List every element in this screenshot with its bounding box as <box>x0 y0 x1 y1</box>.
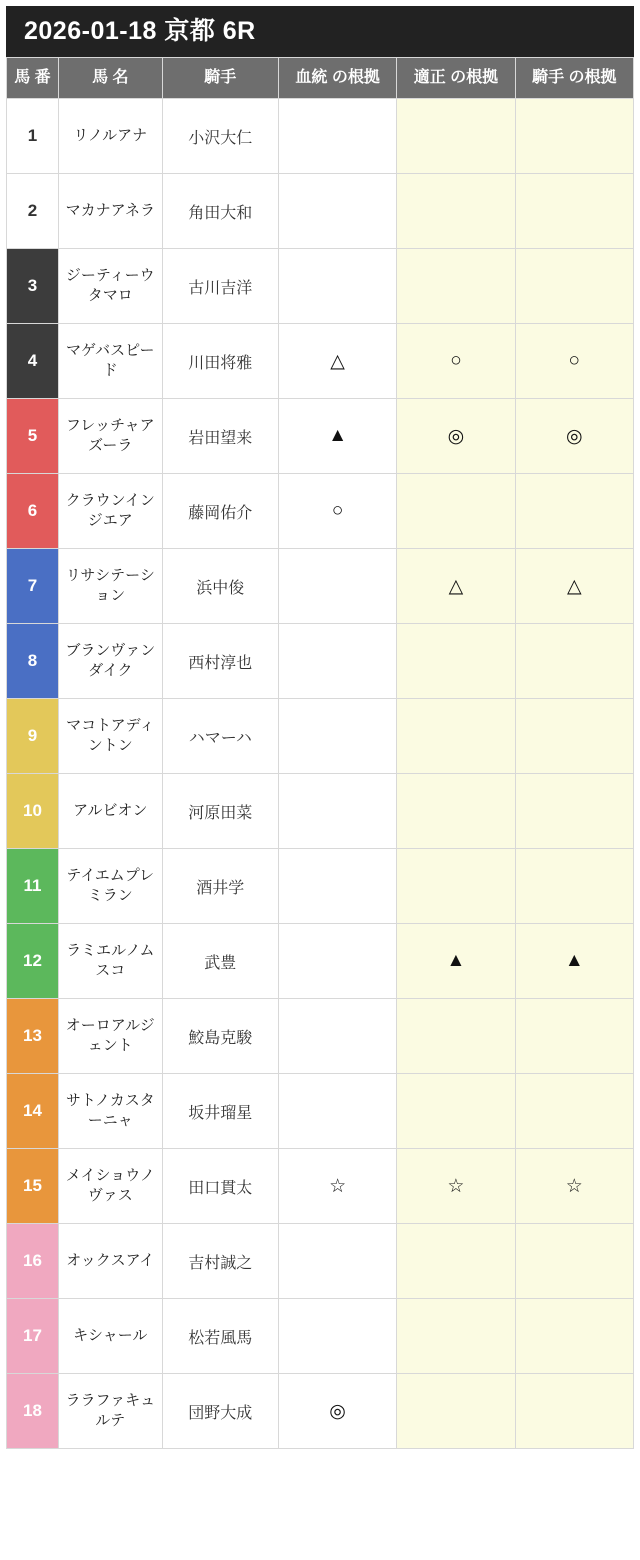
jockey-mark-cell <box>515 999 633 1074</box>
aptitude-mark-cell <box>397 699 515 774</box>
aptitude-mark-cell <box>397 624 515 699</box>
horse-name-cell: クラウンインジエア <box>58 474 162 549</box>
horse-number-cell: 2 <box>7 174 59 249</box>
header-label: 馬 名 <box>92 69 129 86</box>
table-row <box>7 174 634 249</box>
jockey-cell: 田口貫太 <box>162 1149 278 1224</box>
aptitude-mark-cell <box>397 174 515 249</box>
jockey-cell: 岩田望来 <box>162 399 278 474</box>
jockey-cell: 浜中俊 <box>162 549 278 624</box>
bloodline-mark-cell <box>278 1224 396 1299</box>
horse-number-cell: 9 <box>7 699 59 774</box>
table-row <box>7 399 634 474</box>
jockey-cell: 松若風馬 <box>162 1299 278 1374</box>
header-label: 適正 の根拠 <box>413 69 499 86</box>
column-header-jockey <box>162 58 278 99</box>
aptitude-mark-cell: ○ <box>397 324 515 399</box>
jockey-mark-cell <box>515 624 633 699</box>
jockey-mark-cell <box>515 474 633 549</box>
jockey-cell: 酒井学 <box>162 849 278 924</box>
horse-number-cell: 8 <box>7 624 59 699</box>
aptitude-mark-cell <box>397 1299 515 1374</box>
horse-name-cell: マコトアディントン <box>58 699 162 774</box>
horse-name-cell: サトノカスターニャ <box>58 1074 162 1149</box>
column-header-bloodline-basis <box>278 58 396 99</box>
jockey-mark-cell: ▲ <box>515 924 633 999</box>
aptitude-mark-cell <box>397 474 515 549</box>
table-row <box>7 924 634 999</box>
table-row <box>7 324 634 399</box>
bloodline-mark-cell <box>278 624 396 699</box>
column-header-aptitude-basis <box>397 58 515 99</box>
bloodline-mark-cell: ○ <box>278 474 396 549</box>
aptitude-mark-cell: ☆ <box>397 1149 515 1224</box>
table-row <box>7 1374 634 1449</box>
jockey-cell: 藤岡佑介 <box>162 474 278 549</box>
aptitude-mark-cell <box>397 1224 515 1299</box>
jockey-cell: 河原田菜 <box>162 774 278 849</box>
horse-number-cell: 3 <box>7 249 59 324</box>
table-row <box>7 249 634 324</box>
horse-number-cell: 13 <box>7 999 59 1074</box>
jockey-mark-cell <box>515 249 633 324</box>
bloodline-mark-cell <box>278 1299 396 1374</box>
header-label: 騎手 <box>204 69 237 86</box>
jockey-cell: 坂井瑠星 <box>162 1074 278 1149</box>
aptitude-mark-cell <box>397 999 515 1074</box>
jockey-cell: 武豊 <box>162 924 278 999</box>
horse-number-cell: 7 <box>7 549 59 624</box>
jockey-mark-cell <box>515 1374 633 1449</box>
jockey-cell: 鮫島克駿 <box>162 999 278 1074</box>
horse-name-cell: ララファキュルテ <box>58 1374 162 1449</box>
horse-name-cell: テイエムプレミラン <box>58 849 162 924</box>
table-row <box>7 624 634 699</box>
horse-number-cell: 5 <box>7 399 59 474</box>
header-label: 騎手 の根拠 <box>532 69 617 86</box>
jockey-mark-cell <box>515 1224 633 1299</box>
horse-number-cell: 17 <box>7 1299 59 1374</box>
horse-name-cell: アルビオン <box>58 774 162 849</box>
jockey-cell: 古川吉洋 <box>162 249 278 324</box>
bloodline-mark-cell <box>278 174 396 249</box>
bloodline-mark-cell <box>278 774 396 849</box>
horse-number-cell: 18 <box>7 1374 59 1449</box>
bloodline-mark-cell: ◎ <box>278 1374 396 1449</box>
aptitude-mark-cell: ▲ <box>397 924 515 999</box>
bloodline-mark-cell: ☆ <box>278 1149 396 1224</box>
horse-number-cell: 4 <box>7 324 59 399</box>
column-header-jockey-basis <box>515 58 633 99</box>
table-row <box>7 1224 634 1299</box>
horse-name-cell: リノルアナ <box>58 99 162 174</box>
aptitude-mark-cell <box>397 249 515 324</box>
header-row <box>7 58 634 99</box>
header-label: 馬 番 <box>14 69 51 86</box>
bloodline-mark-cell <box>278 549 396 624</box>
aptitude-mark-cell <box>397 774 515 849</box>
jockey-cell: 角田大和 <box>162 174 278 249</box>
horse-name-cell: オックスアイ <box>58 1224 162 1299</box>
jockey-cell: 川田将雅 <box>162 324 278 399</box>
bloodline-mark-cell <box>278 699 396 774</box>
page-title: 2026-01-18 京都 6R <box>6 6 634 57</box>
horse-name-cell: キシャール <box>58 1299 162 1374</box>
horse-number-cell: 12 <box>7 924 59 999</box>
horse-name-cell: リサシテーション <box>58 549 162 624</box>
table-header <box>7 58 634 99</box>
aptitude-mark-cell <box>397 1074 515 1149</box>
jockey-cell: 西村淳也 <box>162 624 278 699</box>
horse-name-cell: マカナアネラ <box>58 174 162 249</box>
jockey-cell: 団野大成 <box>162 1374 278 1449</box>
bloodline-mark-cell <box>278 999 396 1074</box>
horse-number-cell: 10 <box>7 774 59 849</box>
table-row <box>7 699 634 774</box>
bloodline-mark-cell <box>278 849 396 924</box>
horse-number-cell: 15 <box>7 1149 59 1224</box>
jockey-mark-cell <box>515 1074 633 1149</box>
aptitude-mark-cell <box>397 849 515 924</box>
jockey-mark-cell <box>515 774 633 849</box>
table-row <box>7 1299 634 1374</box>
aptitude-mark-cell <box>397 1374 515 1449</box>
horse-name-cell: ブランヴァンダイク <box>58 624 162 699</box>
horse-number-cell: 14 <box>7 1074 59 1149</box>
bloodline-mark-cell <box>278 924 396 999</box>
table-row <box>7 774 634 849</box>
bloodline-mark-cell: △ <box>278 324 396 399</box>
table-body <box>7 99 634 1449</box>
horse-name-cell: オーロアルジェント <box>58 999 162 1074</box>
jockey-mark-cell <box>515 849 633 924</box>
race-table <box>6 57 634 1449</box>
jockey-mark-cell <box>515 699 633 774</box>
jockey-mark-cell <box>515 174 633 249</box>
horse-name-cell: マゲバスピード <box>58 324 162 399</box>
bloodline-mark-cell: ▲ <box>278 399 396 474</box>
aptitude-mark-cell <box>397 99 515 174</box>
horse-number-cell: 6 <box>7 474 59 549</box>
jockey-cell: 吉村誠之 <box>162 1224 278 1299</box>
horse-number-cell: 16 <box>7 1224 59 1299</box>
jockey-mark-cell <box>515 1299 633 1374</box>
table-row <box>7 999 634 1074</box>
table-row <box>7 549 634 624</box>
column-header-horse-name <box>58 58 162 99</box>
horse-name-cell: メイショウノヴァス <box>58 1149 162 1224</box>
jockey-mark-cell: ☆ <box>515 1149 633 1224</box>
jockey-mark-cell: ○ <box>515 324 633 399</box>
jockey-cell: 小沢大仁 <box>162 99 278 174</box>
bloodline-mark-cell <box>278 1074 396 1149</box>
table-row <box>7 1074 634 1149</box>
horse-number-cell: 11 <box>7 849 59 924</box>
table-row <box>7 99 634 174</box>
bloodline-mark-cell <box>278 249 396 324</box>
horse-name-cell: ラミエルノムスコ <box>58 924 162 999</box>
table-row <box>7 474 634 549</box>
jockey-mark-cell <box>515 99 633 174</box>
horse-name-cell: フレッチャアズーラ <box>58 399 162 474</box>
bloodline-mark-cell <box>278 99 396 174</box>
header-label: 血統 の根拠 <box>295 69 380 86</box>
table-row <box>7 849 634 924</box>
jockey-cell: ハマーハ <box>162 699 278 774</box>
horse-number-cell: 1 <box>7 99 59 174</box>
column-header-horse-number <box>7 58 59 99</box>
aptitude-mark-cell: △ <box>397 549 515 624</box>
aptitude-mark-cell: ◎ <box>397 399 515 474</box>
horse-name-cell: ジーティーウタマロ <box>58 249 162 324</box>
jockey-mark-cell: ◎ <box>515 399 633 474</box>
table-row <box>7 1149 634 1224</box>
jockey-mark-cell: △ <box>515 549 633 624</box>
